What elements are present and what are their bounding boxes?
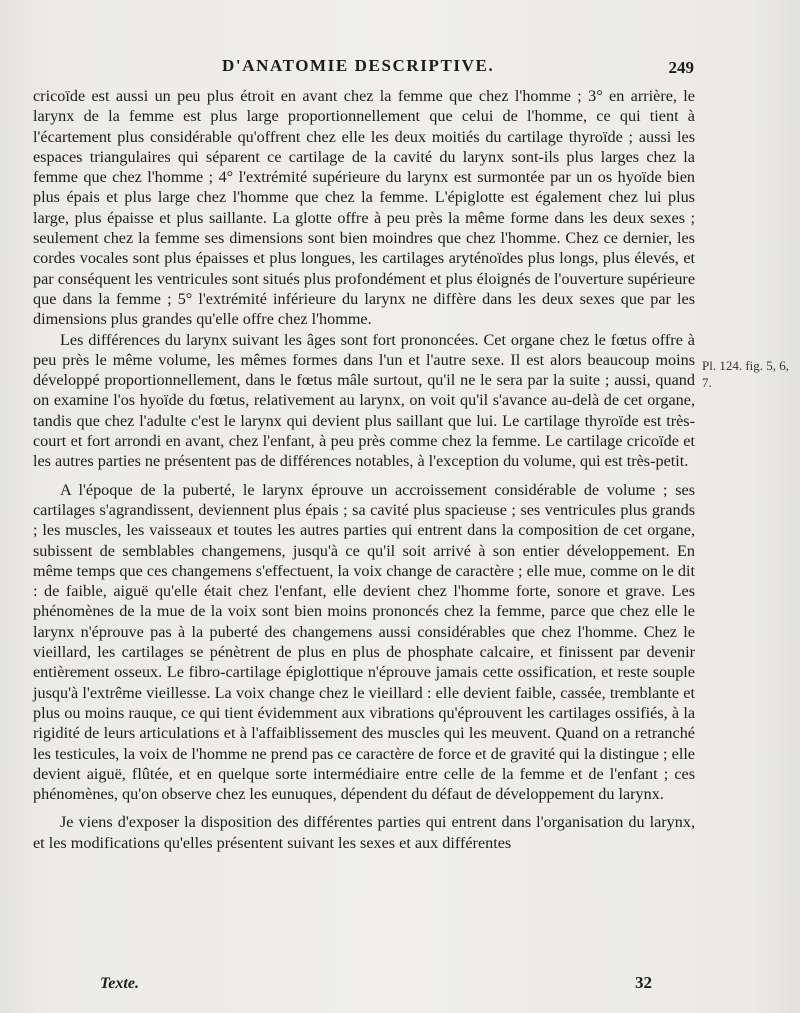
paragraph-continuation: cricoïde est aussi un peu plus étroit en avant chez la femme que chez l'homme ; 3° en arrière, le larynx de la femme est plus large proportionnellement que celui de l'homme, ce qui tient à l'écartement plus considérable qu'offrent chez elle les deux moitiés du cartilage thyroïde ; aussi les espaces triangulaires qui séparent ce cartilage de la cavité du larynx sont-ils plus larges chez la femme que chez l'homme ; 4° l'extrémité supérieure du larynx est surmontée par un os hyoïde bien plus épais et plus large chez l'homme que chez la femme. L'épiglotte est également chez lui plus large, plus épaisse et plus saillante. La glotte offre à peu près la même forme dans les deux sexes ; seulement chez la femme ses dimensions sont bien moindres que chez l'homme. Chez ce dernier, les cordes vocales sont plus épaisses et plus longues, les cartilages aryténoïdes plus longs, plus élevés, et par conséquent les ventricules sont situés plus profondément et plus éloignés de l'ouverture supérieure que dans la femme ; 5° l'extrémité inférieure du larynx ne diffère dans les deux sexes que par les dimensions plus grandes qu'elle offre chez l'homme. <box>33 87 695 329</box>
paragraph-ages: Les différences du larynx suivant les âges sont fort prononcées. Cet organe chez le fœtus offre à peu près le même volume, les mêmes formes dans l'un et l'autre sexe. Il est alors beaucoup moins développé proportionnellement, dans le fœtus mâle surtout, qu'il ne le sera par la suite ; aussi, quand on examine l'os hyoïde du fœtus, relativement au larynx, on voit qu'il s'avance au-delà de cet organe, tandis que chez l'adulte c'est le larynx qui devient plus saillant que lui. Le cartilage thyroïde est très-court et fort arrondi en avant, chez l'enfant, à peu près comme chez la femme. Le cartilage cricoïde et les autres parties ne présentent pas de différences notables, à l'exception du volume, qui est très-petit. <box>33 330 695 471</box>
page-footer <box>100 975 652 997</box>
paragraph-puberty: A l'époque de la puberté, le larynx éprouve un accroissement considérable de volume ; ses cartilages s'agrandissent, deviennent plus épais ; sa cavité plus spacieuse ; ses ventricules plus grands ; les muscles, les vaisseaux et toutes les autres parties qui entrent dans la composition de cet organe, subissent de semblables changemens, jusqu'à ce qu'il soit arrivé à son entier développement. En même temps que ces changemens s'effectuent, la voix change de caractère ; elle mue, comme on le dit : de faible, aiguë qu'elle était chez l'enfant, elle devient chez l'homme forte, sonore et grave. Les phénomènes de la mue de la voix sont bien moins prononcés chez la femme, parce que chez elle le larynx n'éprouve pas à la puberté des changemens aussi considérables que chez l'homme. Chez le vieillard, les cartilages se pénètrent de plus en plus de phosphate calcaire, et finissent par devenir entièrement osseux. Le fibro-cartilage épiglottique n'éprouve jamais cette ossification, et reste souple jusqu'à l'extrême vieillesse. La voix change chez le vieillard : elle devient faible, cassée, tremblante et plus ou moins rauque, ce qui tient évidemment aux vibrations qu'éprouvent les cartilages ossifiés, à la rigidité de leurs articulations et à l'affaiblissement des muscles qui les meuvent. Quand on a retranché les testicules, la voix de l'homme ne prend pas ce caractère de force et de gravité qui la distingue ; elle devient aiguë, flûtée, et en quelque sorte intermédiaire entre celle de la femme et de l'enfant ; ces phénomènes, qu'on observe chez les eunuques, dépendent du défaut de développement du larynx. <box>33 480 695 804</box>
page-header <box>34 56 694 82</box>
signature-mark: Texte. <box>100 975 139 992</box>
margin-note-plate-reference: Pl. 124. fig. 5, 6, 7. <box>702 358 790 390</box>
page-number: 249 <box>668 58 694 77</box>
body-text <box>33 86 695 853</box>
sheet-number: 32 <box>635 973 652 992</box>
running-head: D'ANATOMIE DESCRIPTIVE. <box>222 56 495 75</box>
paragraph-conclusion: Je viens d'exposer la disposition des différentes parties qui entrent dans l'organisation du larynx, et les modifications qu'elles présentent suivant les sexes et aux différentes <box>33 813 695 852</box>
